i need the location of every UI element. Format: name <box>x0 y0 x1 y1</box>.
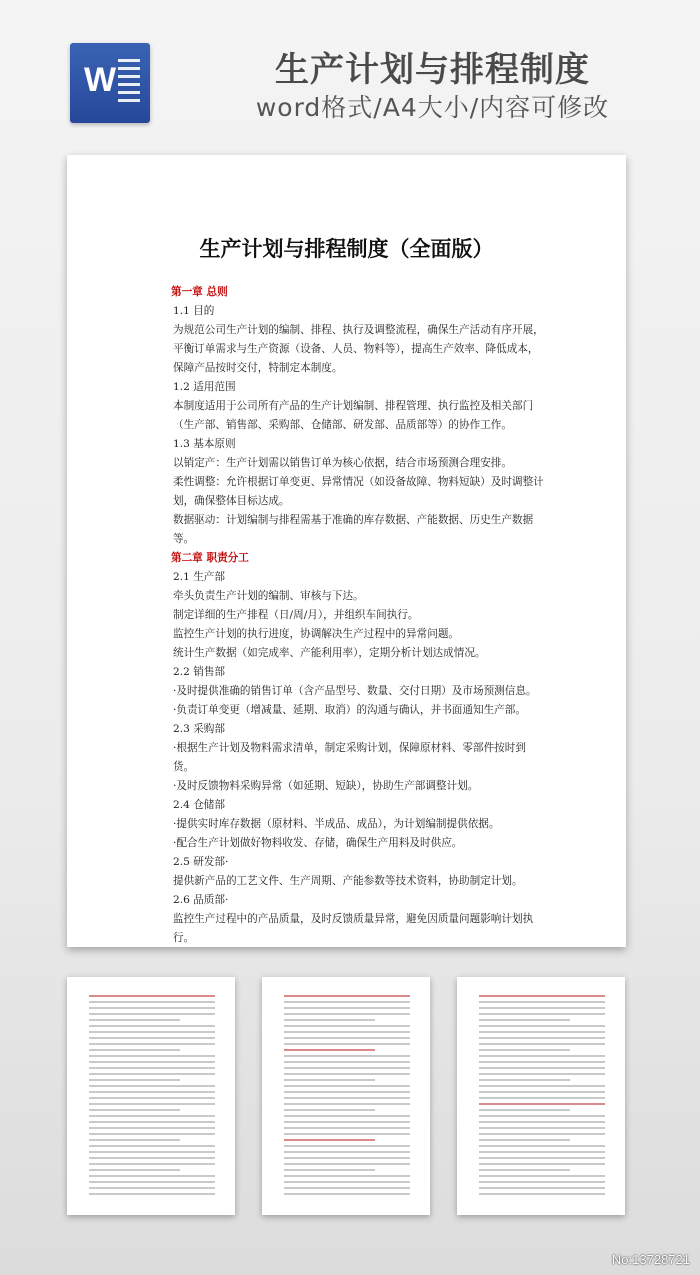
thumbnail-text-line <box>284 1067 410 1069</box>
thumbnail-text-line <box>284 1091 410 1093</box>
thumbnail-text-line <box>89 1043 215 1045</box>
thumbnail-text-line <box>89 1085 215 1087</box>
thumbnail-text-line <box>89 1187 215 1189</box>
document-page <box>67 155 626 947</box>
thumbnail-text-line <box>284 1049 375 1051</box>
image-number-stamp: No:13728721 <box>611 1252 690 1267</box>
paragraph: 统计生产数据（如完成率、产能利用率），定期分析计划达成情况。 <box>173 647 486 659</box>
header-title: 生产计划与排程制度 <box>275 50 590 90</box>
paragraph: ·配合生产计划做好物料收发、存储，确保生产用料及时供应。 <box>173 837 463 849</box>
thumbnail-text-line <box>479 1193 605 1195</box>
thumbnail-text-line <box>479 1073 605 1075</box>
thumbnail-text-line <box>284 1037 410 1039</box>
thumbnail-text-line <box>479 1163 605 1165</box>
thumbnail-text-line <box>89 1091 215 1093</box>
thumbnail-text-line <box>284 1043 410 1045</box>
thumbnail-text-line <box>89 1013 215 1015</box>
thumbnail-text-line <box>479 1001 605 1003</box>
word-document-icon <box>70 43 150 123</box>
thumbnail-text-line <box>479 1121 605 1123</box>
thumbnail-text-line <box>284 1163 410 1165</box>
word-icon-lines <box>118 59 140 107</box>
thumbnail-text-line <box>479 1169 570 1171</box>
thumbnail-text-line <box>479 1061 605 1063</box>
thumbnail-page-3 <box>457 977 625 1215</box>
document-body <box>173 283 545 948</box>
thumbnail-text-line <box>89 1127 215 1129</box>
thumbnail-text-line <box>89 1163 215 1165</box>
thumbnail-text-line <box>89 1133 215 1135</box>
section-heading: 1.1 目的 <box>173 305 215 317</box>
thumbnail-text-line <box>284 1169 375 1171</box>
section-heading: 2.4 仓储部 <box>173 799 225 811</box>
thumbnail-text-line <box>89 1079 180 1081</box>
paragraph: ·及时反馈物料采购异常（如延期、短缺），协助生产部调整计划。 <box>173 780 479 792</box>
thumbnail-text-line <box>479 1109 570 1111</box>
thumbnail-text-line <box>479 1031 605 1033</box>
thumbnail-text-line <box>479 1019 570 1021</box>
thumbnail-text-line <box>479 1037 605 1039</box>
thumbnail-text-line <box>284 1157 410 1159</box>
thumbnail-text-line <box>479 1085 605 1087</box>
thumbnail-text-line <box>89 1061 215 1063</box>
thumbnail-text-line <box>479 1145 605 1147</box>
thumbnail-text-line <box>89 1031 215 1033</box>
thumbnail-text-line <box>479 1007 605 1009</box>
thumbnail-text-line <box>89 1181 215 1183</box>
paragraph: 为规范公司生产计划的编制、排程、执行及调整流程，确保生产活动有序开展，平衡订单需求与生产资源（设备、人员、物料等），提高生产效率、降低成本，保障产品按时交付，特制定本制度。 <box>173 324 544 374</box>
thumbnail-text-line <box>284 1031 410 1033</box>
paragraph: ·根据生产计划及物料需求清单，制定采购计划，保障原材料、零部件按时到货。 <box>173 742 526 773</box>
thumbnail-text-line <box>479 1067 605 1069</box>
thumbnail-text-line <box>89 1007 215 1009</box>
thumbnail-text-line <box>479 1133 605 1135</box>
thumbnail-text-line <box>89 1193 215 1195</box>
thumbnail-text-line <box>89 1025 215 1027</box>
thumbnail-text-line <box>284 1013 410 1015</box>
thumbnail-text-line <box>89 1157 215 1159</box>
section-heading: 1.3 基本原则 <box>173 438 236 450</box>
paragraph: 柔性调整：允许根据订单变更、异常情况（如设备故障、物料短缺）及时调整计划，确保整体目标达成。 <box>173 476 544 507</box>
thumbnail-text-line <box>479 1151 605 1153</box>
paragraph: 本制度适用于公司所有产品的生产计划编制、排程管理、执行监控及相关部门（生产部、销售部、采购部、仓储部、研发部、品质部等）的协作工作。 <box>173 400 534 431</box>
thumbnail-text-line <box>284 1121 410 1123</box>
thumbnail-text-line <box>284 1001 410 1003</box>
thumbnail-text-line <box>479 1175 605 1177</box>
paragraph: 制定详细的生产排程（日/周/月），并组织车间执行。 <box>173 609 419 621</box>
thumbnail-text-line <box>284 1175 410 1177</box>
thumbnail-text-line <box>284 1103 410 1105</box>
thumbnail-text-line <box>284 1007 410 1009</box>
thumbnail-text-line <box>479 1055 605 1057</box>
thumbnail-text-line <box>89 1151 215 1153</box>
thumbnail-text-line <box>89 1049 180 1051</box>
thumbnail-text-line <box>284 1109 375 1111</box>
chapter-heading: 第一章 总则 <box>171 286 228 298</box>
thumbnail-page-2 <box>262 977 430 1215</box>
thumbnail-text-line <box>284 995 410 997</box>
paragraph: 数据驱动：计划编制与排程需基于准确的库存数据、产能数据、历史生产数据等。 <box>173 514 534 545</box>
paragraph: 牵头负责生产计划的编制、审核与下达。 <box>173 590 364 602</box>
thumbnail-text-line <box>284 1181 410 1183</box>
thumbnail-text-line <box>479 1025 605 1027</box>
thumbnail-text-line <box>89 1115 215 1117</box>
thumbnail-text-line <box>479 1043 605 1045</box>
thumbnail-text-line <box>479 1091 605 1093</box>
paragraph: 监控生产计划的执行进度，协调解决生产过程中的异常问题。 <box>173 628 460 640</box>
paragraph: 以销定产：生产计划需以销售订单为核心依据，结合市场预测合理安排。 <box>173 457 512 469</box>
paragraph: ·提供实时库存数据（原材料、半成品、成品），为计划编制提供依据。 <box>173 818 500 830</box>
thumbnail-text-line <box>284 1019 375 1021</box>
thumbnail-text-line <box>89 1067 215 1069</box>
thumbnail-text-line <box>479 1157 605 1159</box>
thumbnail-text-line <box>479 1103 605 1105</box>
thumbnail-text-line <box>284 1127 410 1129</box>
section-heading: 2.6 品质部· <box>173 894 229 906</box>
thumbnail-text-line <box>284 1097 410 1099</box>
paragraph: ·及时提供准确的销售订单（含产品型号、数量、交付日期）及市场预测信息。 <box>173 685 537 697</box>
thumbnail-text-line <box>284 1151 410 1153</box>
thumbnail-text-line <box>479 1049 570 1051</box>
section-heading: 2.5 研发部· <box>173 856 229 868</box>
paragraph: 提供新产品的工艺文件、生产周期、产能参数等技术资料，协助制定计划。 <box>173 875 523 887</box>
thumbnail-text-line <box>89 1169 180 1171</box>
thumbnail-text-line <box>284 1055 410 1057</box>
thumbnail-text-line <box>89 995 215 997</box>
chapter-heading: 第二章 职责分工 <box>171 552 249 564</box>
thumbnail-text-line <box>89 1001 215 1003</box>
thumbnail-text-line <box>89 1103 215 1105</box>
thumbnail-text-line <box>479 1139 570 1141</box>
thumbnail-text-line <box>89 1019 180 1021</box>
thumbnail-text-line <box>89 1073 215 1075</box>
thumbnail-text-line <box>479 1181 605 1183</box>
section-heading: 2.2 销售部 <box>173 666 225 678</box>
thumbnail-text-line <box>479 995 605 997</box>
thumbnail-page-1 <box>67 977 235 1215</box>
thumbnail-text-line <box>479 1187 605 1189</box>
thumbnail-text-line <box>284 1115 410 1117</box>
thumbnail-text-line <box>89 1139 180 1141</box>
thumbnail-text-line <box>284 1139 375 1141</box>
thumbnail-text-line <box>284 1145 410 1147</box>
thumbnail-text-line <box>479 1127 605 1129</box>
header-subtitle: word格式/A4大小/内容可修改 <box>255 93 610 122</box>
thumbnail-text-line <box>89 1109 180 1111</box>
thumbnail-text-line <box>284 1193 410 1195</box>
document-title: 生产计划与排程制度（全面版） <box>199 236 494 261</box>
thumbnail-text-line <box>479 1097 605 1099</box>
section-heading: 2.3 采购部 <box>173 723 225 735</box>
word-icon-letter: W <box>84 61 117 99</box>
paragraph: 监控生产过程中的产品质量，及时反馈质量异常，避免因质量问题影响计划执行。 <box>173 913 534 944</box>
thumbnail-text-line <box>284 1025 410 1027</box>
thumbnail-text-line <box>89 1121 215 1123</box>
thumbnail-text-line <box>89 1097 215 1099</box>
thumbnail-text-line <box>89 1145 215 1147</box>
thumbnail-text-line <box>479 1115 605 1117</box>
paragraph: ·负责订单变更（增减量、延期、取消）的沟通与确认，并书面通知生产部。 <box>173 704 526 716</box>
thumbnail-text-line <box>479 1079 570 1081</box>
thumbnail-text-line <box>89 1037 215 1039</box>
section-heading: 2.1 生产部 <box>173 571 225 583</box>
thumbnail-text-line <box>284 1085 410 1087</box>
thumbnail-text-line <box>284 1133 410 1135</box>
thumbnail-text-line <box>284 1073 410 1075</box>
thumbnail-text-line <box>89 1175 215 1177</box>
thumbnail-text-line <box>479 1013 605 1015</box>
thumbnail-text-line <box>284 1061 410 1063</box>
thumbnail-text-line <box>284 1187 410 1189</box>
section-heading: 1.2 适用范围 <box>173 381 236 393</box>
thumbnail-text-line <box>284 1079 375 1081</box>
thumbnail-text-line <box>89 1055 215 1057</box>
